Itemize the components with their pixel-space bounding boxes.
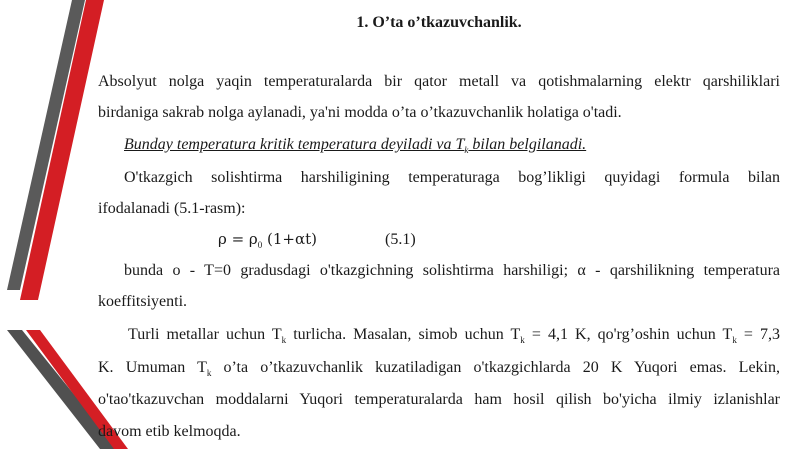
italic-after: bilan belgilanadi. [468, 136, 587, 153]
para4-line1-a: Turli metallar uchun T [128, 326, 282, 343]
formula-5-1 [218, 230, 416, 249]
para4-line2-a: K. Umuman T [98, 359, 207, 376]
formula-number: (5.1) [385, 231, 416, 248]
para4-sub-4: k [206, 368, 212, 379]
slide-content [98, 0, 780, 449]
para4-line1-d: = 7,3 [736, 326, 780, 343]
para4-line1-c: = 4,1 K, qo'rg’oshin uchun T [524, 326, 733, 343]
para4-line2 [98, 359, 780, 377]
italic-before: Bunday temperatura kritik temperatura deyiladi va T [124, 136, 465, 153]
slide-title: 1. O’ta o’tkazuvchanlik. [356, 14, 522, 31]
para4-line4: davom etib kelmoqda. [98, 423, 241, 440]
para4-sub-3: k [732, 335, 737, 346]
para4-sub-1: k [281, 335, 287, 346]
formula-rho: ρ = ρ [218, 230, 258, 248]
formula-rest: (1+αt) [262, 230, 317, 248]
para1-line2: birdaniga sakrab nolga aylanadi, ya'ni modda o’ta o’tkazuvchanlik holatiga o'tadi. [98, 104, 622, 121]
para4-line1-b: turlicha. Masalan, simob uchun T [286, 326, 521, 343]
para4-line3: o'tao'tkazuvchan moddalarni Yuqori temperaturalarda ham hosil qilish bo'yicha ilmiy izlanishlar [98, 391, 780, 408]
para4-sub-2: k [520, 335, 525, 346]
italic-subscript: k [464, 145, 469, 156]
para3-line2: koeffitsiyenti. [98, 293, 188, 310]
para4-line1 [128, 326, 780, 344]
italic-definition [124, 136, 586, 154]
para1-line1: Absolyut nolga yaqin temperaturalarda bir qator metall va qotishmalarning elektr qarshiliklari [98, 73, 780, 90]
para3-line1: bunda o - T=0 gradusdagi o'tkazgichning solishtirma harshiligi; α - qarshilikning temperatura [124, 262, 780, 279]
para2-line1: O'tkazgich solishtirma harshiligining temperaturaga bog’likligi quyidagi formula bilan [124, 169, 780, 186]
formula-subscript: 0 [257, 240, 263, 251]
para2-line2: ifodalanadi (5.1-rasm): [98, 200, 246, 217]
para4-line2-b: o’ta o’tkazuvchanlik kuzatiladigan o'tkazgichlarda 20 K Yuqori emas. Lekin, [211, 359, 780, 376]
